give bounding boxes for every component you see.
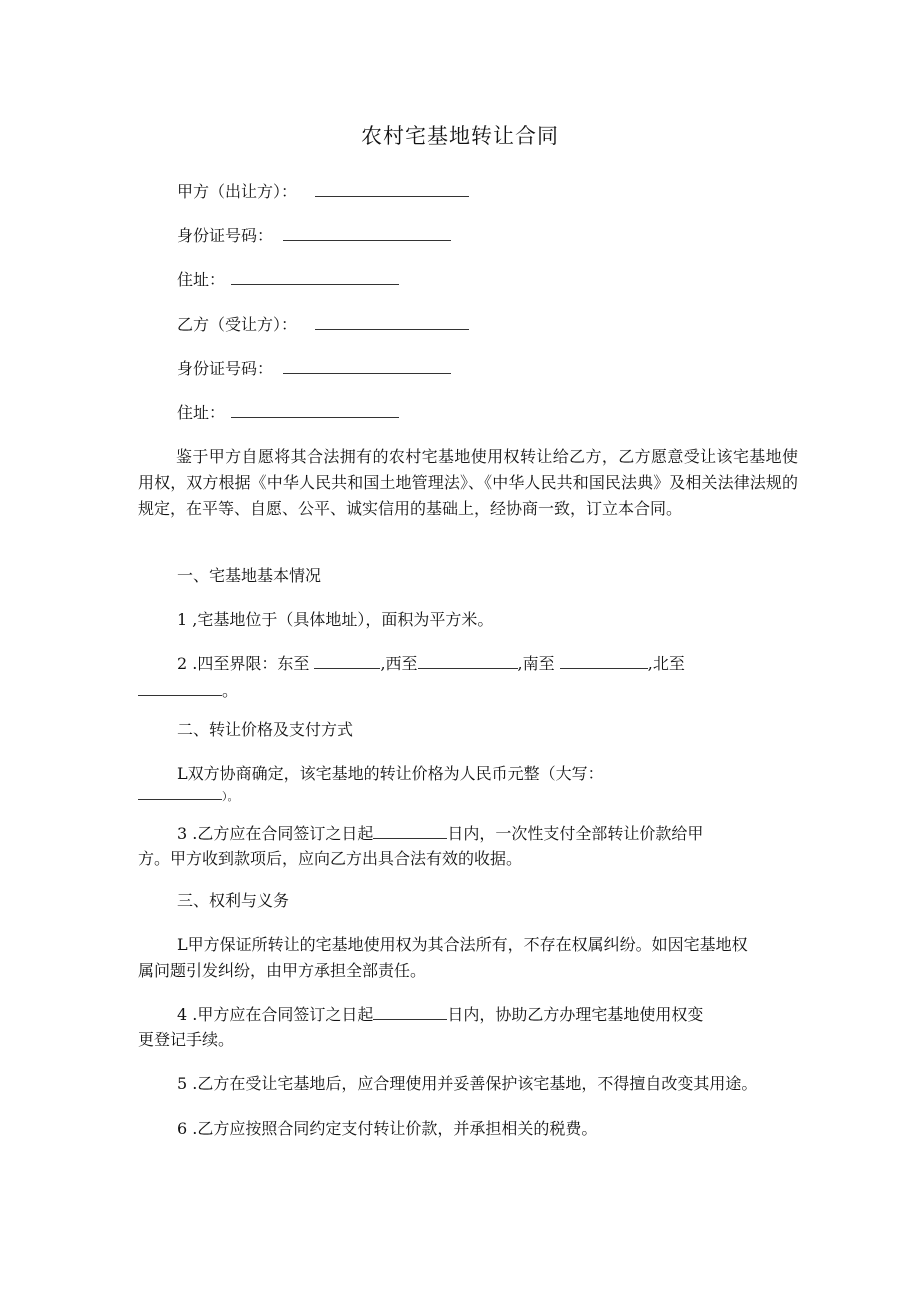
s3-item1-b: 属问题引发纠纷，由甲方承担全部责任。 xyxy=(138,961,427,980)
s1-item2-west: ,西至 xyxy=(380,654,418,673)
s2-item1-end: ）。 xyxy=(222,790,239,803)
s3-item6: 6 .乙方应按照合同约定支付转让价款，并承担相关的税费。 xyxy=(177,1119,598,1138)
s2-item3-b: 日内，一次性支付全部转让价款给甲 xyxy=(447,824,704,843)
party-a-line xyxy=(177,180,469,204)
party-a-id-line xyxy=(177,224,451,248)
s1-item2 xyxy=(177,652,685,676)
party-b-label: 乙方（受让方）： xyxy=(177,315,298,334)
east-blank[interactable] xyxy=(314,652,380,669)
payment-days-blank[interactable] xyxy=(373,822,447,839)
section2-heading: 二、转让价格及支付方式 xyxy=(177,720,354,739)
s2-item3 xyxy=(177,822,703,846)
party-a-address-blank[interactable] xyxy=(231,268,399,285)
s2-item3-cont: 方。甲方收到款项后，应向乙方出具合法有效的收据。 xyxy=(138,849,523,868)
s1-item2-north: ,北至 xyxy=(647,654,685,673)
party-a-address-line xyxy=(177,268,399,292)
party-b-blank[interactable] xyxy=(315,313,469,330)
party-a-id-blank[interactable] xyxy=(283,224,451,241)
s1-item1: 1 ,宅基地位于（具体地址），面积为平方米。 xyxy=(177,610,494,629)
s3-item4-cont: 更登记手续。 xyxy=(138,1030,235,1049)
s3-item4-a: 4 .甲方应在合同签订之日起 xyxy=(177,1005,374,1024)
section3-heading: 三、权利与义务 xyxy=(177,891,290,910)
s3-item4 xyxy=(177,1003,703,1027)
party-b-id-line xyxy=(177,357,451,381)
document-title: 农村宅基地转让合同 xyxy=(361,124,559,148)
party-b-address-blank[interactable] xyxy=(231,401,399,418)
amount-words-blank[interactable] xyxy=(138,783,222,800)
s1-item2-prefix: 2 .四至界限：东至 xyxy=(177,654,315,673)
party-a-blank[interactable] xyxy=(315,180,469,197)
s2-item1-cont xyxy=(138,782,239,810)
west-blank[interactable] xyxy=(418,652,518,669)
s1-item2-cont xyxy=(138,678,238,704)
party-b-id-blank[interactable] xyxy=(283,357,451,374)
s2-item3-a: 3 .乙方应在合同签订之日起 xyxy=(177,824,374,843)
registration-days-blank[interactable] xyxy=(373,1003,447,1020)
party-b-id-label: 身份证号码： xyxy=(177,359,274,378)
s1-item2-end: 。 xyxy=(222,681,239,700)
section1-heading: 一、宅基地基本情况 xyxy=(177,566,322,585)
party-b-address-label: 住址： xyxy=(177,403,226,422)
party-b-line xyxy=(177,313,469,337)
s3-item4-b: 日内，协助乙方办理宅基地使用权变 xyxy=(447,1005,704,1024)
s2-item1: L双方协商确定，该宅基地的转让价格为人民币元整（大写： xyxy=(177,764,604,783)
s3-item1-a: L甲方保证所转让的宅基地使用权为其合法所有，不存在权属纠纷。如因宅基地权 xyxy=(177,935,748,954)
s3-item5: 5 .乙方在受让宅基地后，应合理使用并妥善保护该宅基地，不得擅自改变其用途。 xyxy=(177,1074,758,1093)
preamble-paragraph: 鉴于甲方自愿将其合法拥有的农村宅基地使用权转让给乙方，乙方愿意受让该宅基地使用权，双方根据《中华人民共和国土地管理法》、《中华人民共和国民法典》及相关法律法规的规定，在平等、自愿、公平、诚实信用的基础上，经协商一致，订立本合同。 xyxy=(138,447,798,518)
party-a-address-label: 住址： xyxy=(177,270,226,289)
north-blank[interactable] xyxy=(138,679,222,696)
party-b-address-line xyxy=(177,401,399,425)
south-blank[interactable] xyxy=(560,652,648,669)
party-a-label: 甲方（出让方）： xyxy=(177,182,298,201)
party-a-id-label: 身份证号码： xyxy=(177,226,274,245)
s1-item2-south: ,南至 xyxy=(517,654,560,673)
